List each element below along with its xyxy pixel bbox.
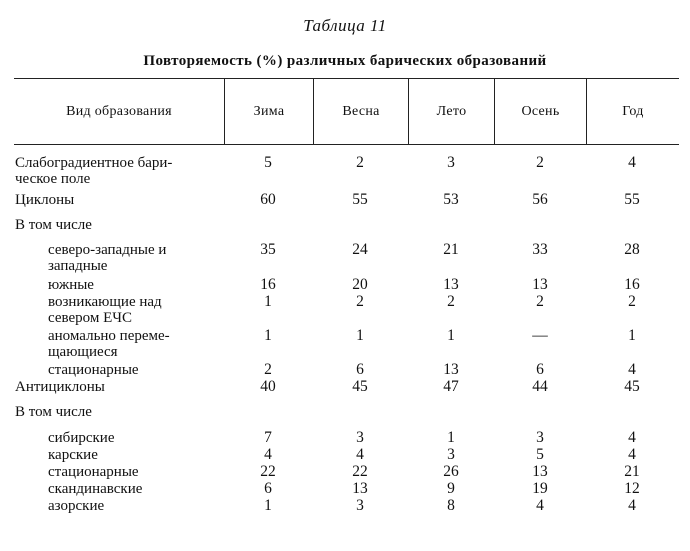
row-value: 47 — [443, 378, 459, 395]
row-label: В том числе — [15, 404, 92, 420]
row-value: 13 — [443, 361, 459, 378]
row-value: 45 — [352, 378, 368, 395]
row-value: 3 — [447, 154, 455, 171]
row-value: 2 — [447, 293, 455, 310]
row-value: 53 — [443, 191, 459, 208]
row-value: 45 — [624, 378, 640, 395]
row-value: 1 — [628, 327, 636, 344]
row-value: 33 — [532, 241, 548, 258]
row-value: 2 — [628, 293, 636, 310]
row-value: 13 — [443, 276, 459, 293]
row-value: 4 — [628, 446, 636, 463]
row-value: 22 — [352, 463, 368, 480]
row-value: 5 — [536, 446, 544, 463]
header-col-year: Год — [622, 103, 644, 119]
row-value: 2 — [536, 293, 544, 310]
row-value: 2 — [356, 154, 364, 171]
row-label: скандинавские — [48, 481, 143, 497]
row-value: 1 — [356, 327, 364, 344]
table-caption: Таблица 11 — [303, 16, 387, 35]
row-value: 1 — [447, 429, 455, 446]
row-label: стационарные — [48, 362, 139, 378]
header-col-autumn: Осень — [521, 103, 560, 119]
row-value: 4 — [356, 446, 364, 463]
header-label: Вид образования — [66, 103, 172, 119]
row-label: Антициклоны — [15, 379, 105, 395]
row-value: 1 — [447, 327, 455, 344]
row-value: 56 — [532, 191, 548, 208]
row-value: 28 — [624, 241, 640, 258]
header-col-winter: Зима — [253, 103, 285, 119]
row-value: 55 — [624, 191, 640, 208]
row-value: 16 — [260, 276, 276, 293]
row-label: Циклоны — [15, 192, 75, 208]
row-value: 3 — [356, 497, 364, 514]
row-label: В том числе — [15, 217, 92, 233]
row-value: 13 — [532, 276, 548, 293]
row-value: 4 — [628, 497, 636, 514]
row-value: 2 — [264, 361, 272, 378]
row-value: 60 — [260, 191, 276, 208]
row-value: 3 — [536, 429, 544, 446]
row-value: 1 — [264, 497, 272, 514]
header-bottom-rule — [14, 144, 679, 145]
row-value: — — [532, 327, 548, 344]
row-value: 4 — [628, 361, 636, 378]
row-label: Слабоградиентное бари- ческое поле — [15, 155, 173, 187]
row-label: южные — [48, 277, 94, 293]
row-value: 44 — [532, 378, 548, 395]
row-value: 4 — [628, 429, 636, 446]
row-value: 7 — [264, 429, 272, 446]
row-label: аномально переме- щающиеся — [48, 328, 170, 360]
row-value: 4 — [264, 446, 272, 463]
row-value: 8 — [447, 497, 455, 514]
row-value: 55 — [352, 191, 368, 208]
row-value: 6 — [536, 361, 544, 378]
row-label: карские — [48, 447, 98, 463]
row-value: 35 — [260, 241, 276, 258]
row-value: 1 — [264, 327, 272, 344]
row-value: 2 — [356, 293, 364, 310]
row-value: 4 — [628, 154, 636, 171]
row-value: 6 — [356, 361, 364, 378]
header-col-summer: Лето — [436, 103, 467, 119]
row-value: 2 — [536, 154, 544, 171]
row-value: 3 — [356, 429, 364, 446]
row-value: 26 — [443, 463, 459, 480]
row-value: 19 — [532, 480, 548, 497]
row-value: 24 — [352, 241, 368, 258]
row-value: 16 — [624, 276, 640, 293]
row-label: стационарные — [48, 464, 139, 480]
row-label: северо-западные и западные — [48, 242, 167, 274]
row-value: 12 — [624, 480, 640, 497]
row-label: возникающие над севером ЕЧС — [48, 294, 162, 326]
row-value: 21 — [624, 463, 640, 480]
row-label: азорские — [48, 498, 105, 514]
row-value: 13 — [532, 463, 548, 480]
table-title: Повторяемость (%) различных барических образований — [143, 53, 547, 69]
row-value: 20 — [352, 276, 368, 293]
row-value: 22 — [260, 463, 276, 480]
row-value: 3 — [447, 446, 455, 463]
row-value: 21 — [443, 241, 459, 258]
row-value: 4 — [536, 497, 544, 514]
row-value: 6 — [264, 480, 272, 497]
header-col-spring: Весна — [342, 103, 380, 119]
row-value: 40 — [260, 378, 276, 395]
row-label: сибирские — [48, 430, 115, 446]
row-value: 1 — [264, 293, 272, 310]
row-value: 9 — [447, 480, 455, 497]
row-value: 13 — [352, 480, 368, 497]
row-value: 5 — [264, 154, 272, 171]
